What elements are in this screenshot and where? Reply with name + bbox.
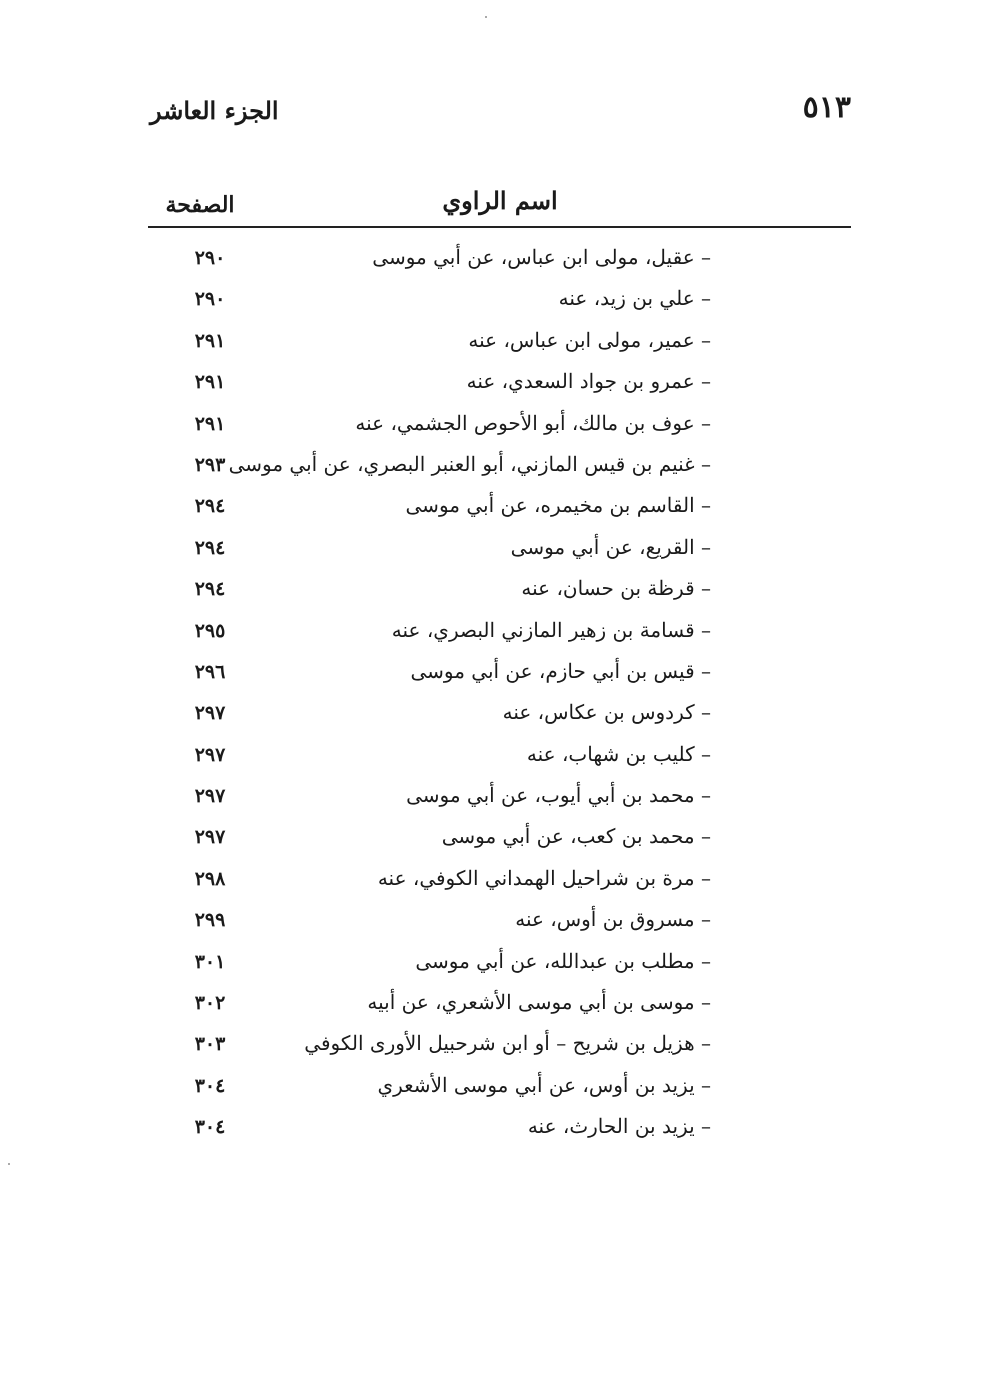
table-row [0,614,983,655]
page-reference: ٣٠٣ [194,1033,226,1056]
table-row [0,365,983,406]
narrator-name: – محمد بن كعب، عن أبي موسى [441,824,711,849]
table-row [0,1069,983,1110]
page-reference: ٢٩٠ [194,247,226,269]
narrator-name: – هزيل بن شريح – أو ابن شرحبيل الأورى الكوفي [304,1031,711,1056]
scan-speck [485,16,487,18]
page-reference: ٢٩٤ [194,536,226,559]
narrator-name: – يزيد بن أوس، عن أبي موسى الأشعري [377,1072,711,1097]
narrator-name: – قسامة بن زهير المازني البصري، عنه [391,617,711,642]
page-column-header: الصفحة [165,192,235,218]
table-row [0,945,983,986]
page-reference: ٢٩٧ [194,743,226,766]
narrator-name: – موسى بن أبي موسى الأشعري، عن أبيه [367,990,711,1015]
page-reference: ٢٩٤ [194,578,226,601]
page-reference: ٣٠٤ [194,1116,226,1139]
table-row [0,324,983,365]
table-row [0,241,983,282]
narrator-name: – القاسم بن مخيمره، عن أبي موسى [405,493,711,518]
page-reference: ٢٩١ [194,329,226,352]
narrator-index-table [0,241,983,1152]
page-reference: ٢٩٩ [194,909,226,932]
narrator-name: – عوف بن مالك، أبو الأحوص الجشمي، عنه [355,410,711,435]
table-row [0,738,983,779]
table-row [0,903,983,944]
page-number: ٥١٣ [802,90,851,125]
narrator-name: – محمد بن أبي أيوب، عن أبي موسى [406,783,711,808]
table-row [0,986,983,1027]
narrator-name: – كردوس بن عكاس، عنه [502,700,711,725]
narrator-name: – كليب بن شهاب، عنه [526,741,711,766]
page-reference: ٢٩١ [194,371,226,394]
page-reference: ٢٩١ [194,412,226,435]
table-row [0,655,983,696]
page-reference: ٣٠٤ [194,1074,226,1097]
table-row [0,489,983,530]
table-row [0,1110,983,1151]
page-reference: ٢٩٣ [194,453,226,476]
page-reference: ٢٩٤ [194,495,226,518]
volume-title: الجزء العاشر [150,96,279,125]
page-reference: ٣٠٢ [194,992,226,1015]
narrator-name: – عمير، مولى ابن عباس، عنه [468,327,711,352]
page-reference: ٢٩٠ [194,288,226,311]
table-row [0,862,983,903]
page-reference: ٢٩٧ [194,785,226,808]
table-row [0,572,983,613]
page-reference: ٢٩٧ [194,702,226,725]
narrator-name: – مسروق بن أوس، عنه [515,907,711,932]
table-row [0,696,983,737]
page-reference: ٢٩٧ [194,826,226,849]
narrator-name: – عمرو بن جواد السعدي، عنه [466,369,711,394]
table-row [0,531,983,572]
narrator-name: – غنيم بن قيس المازني، أبو العنبر البصري، عن أبي موسى [228,451,711,476]
table-row [0,820,983,861]
narrator-name: – يزيد بن الحارث، عنه [527,1114,711,1139]
table-row [0,448,983,489]
narrator-name: – عقيل، مولى ابن عباس، عن أبي موسى [372,245,711,269]
table-row [0,282,983,323]
table-row [0,779,983,820]
narrator-name: – مرة بن شراحيل الهمداني الكوفي، عنه [377,865,711,890]
narrator-name: – قرظة بن حسان، عنه [521,576,711,601]
page-reference: ٣٠١ [194,950,226,973]
narrator-name: – علي بن زيد، عنه [558,286,711,311]
table-row [0,407,983,448]
header-rule [148,226,851,228]
narrator-column-header: اسم الراوي [442,186,558,215]
page-reference: ٢٩٥ [194,619,226,642]
narrator-name: – القريع، عن أبي موسى [510,534,711,559]
narrator-name: – مطلب بن عبدالله، عن أبي موسى [415,948,711,973]
page-reference: ٢٩٨ [194,867,226,890]
page-reference: ٢٩٦ [194,660,226,683]
narrator-name: – قيس بن أبي حازم، عن أبي موسى [410,658,711,683]
scan-speck [8,1163,10,1165]
table-row [0,1027,983,1068]
